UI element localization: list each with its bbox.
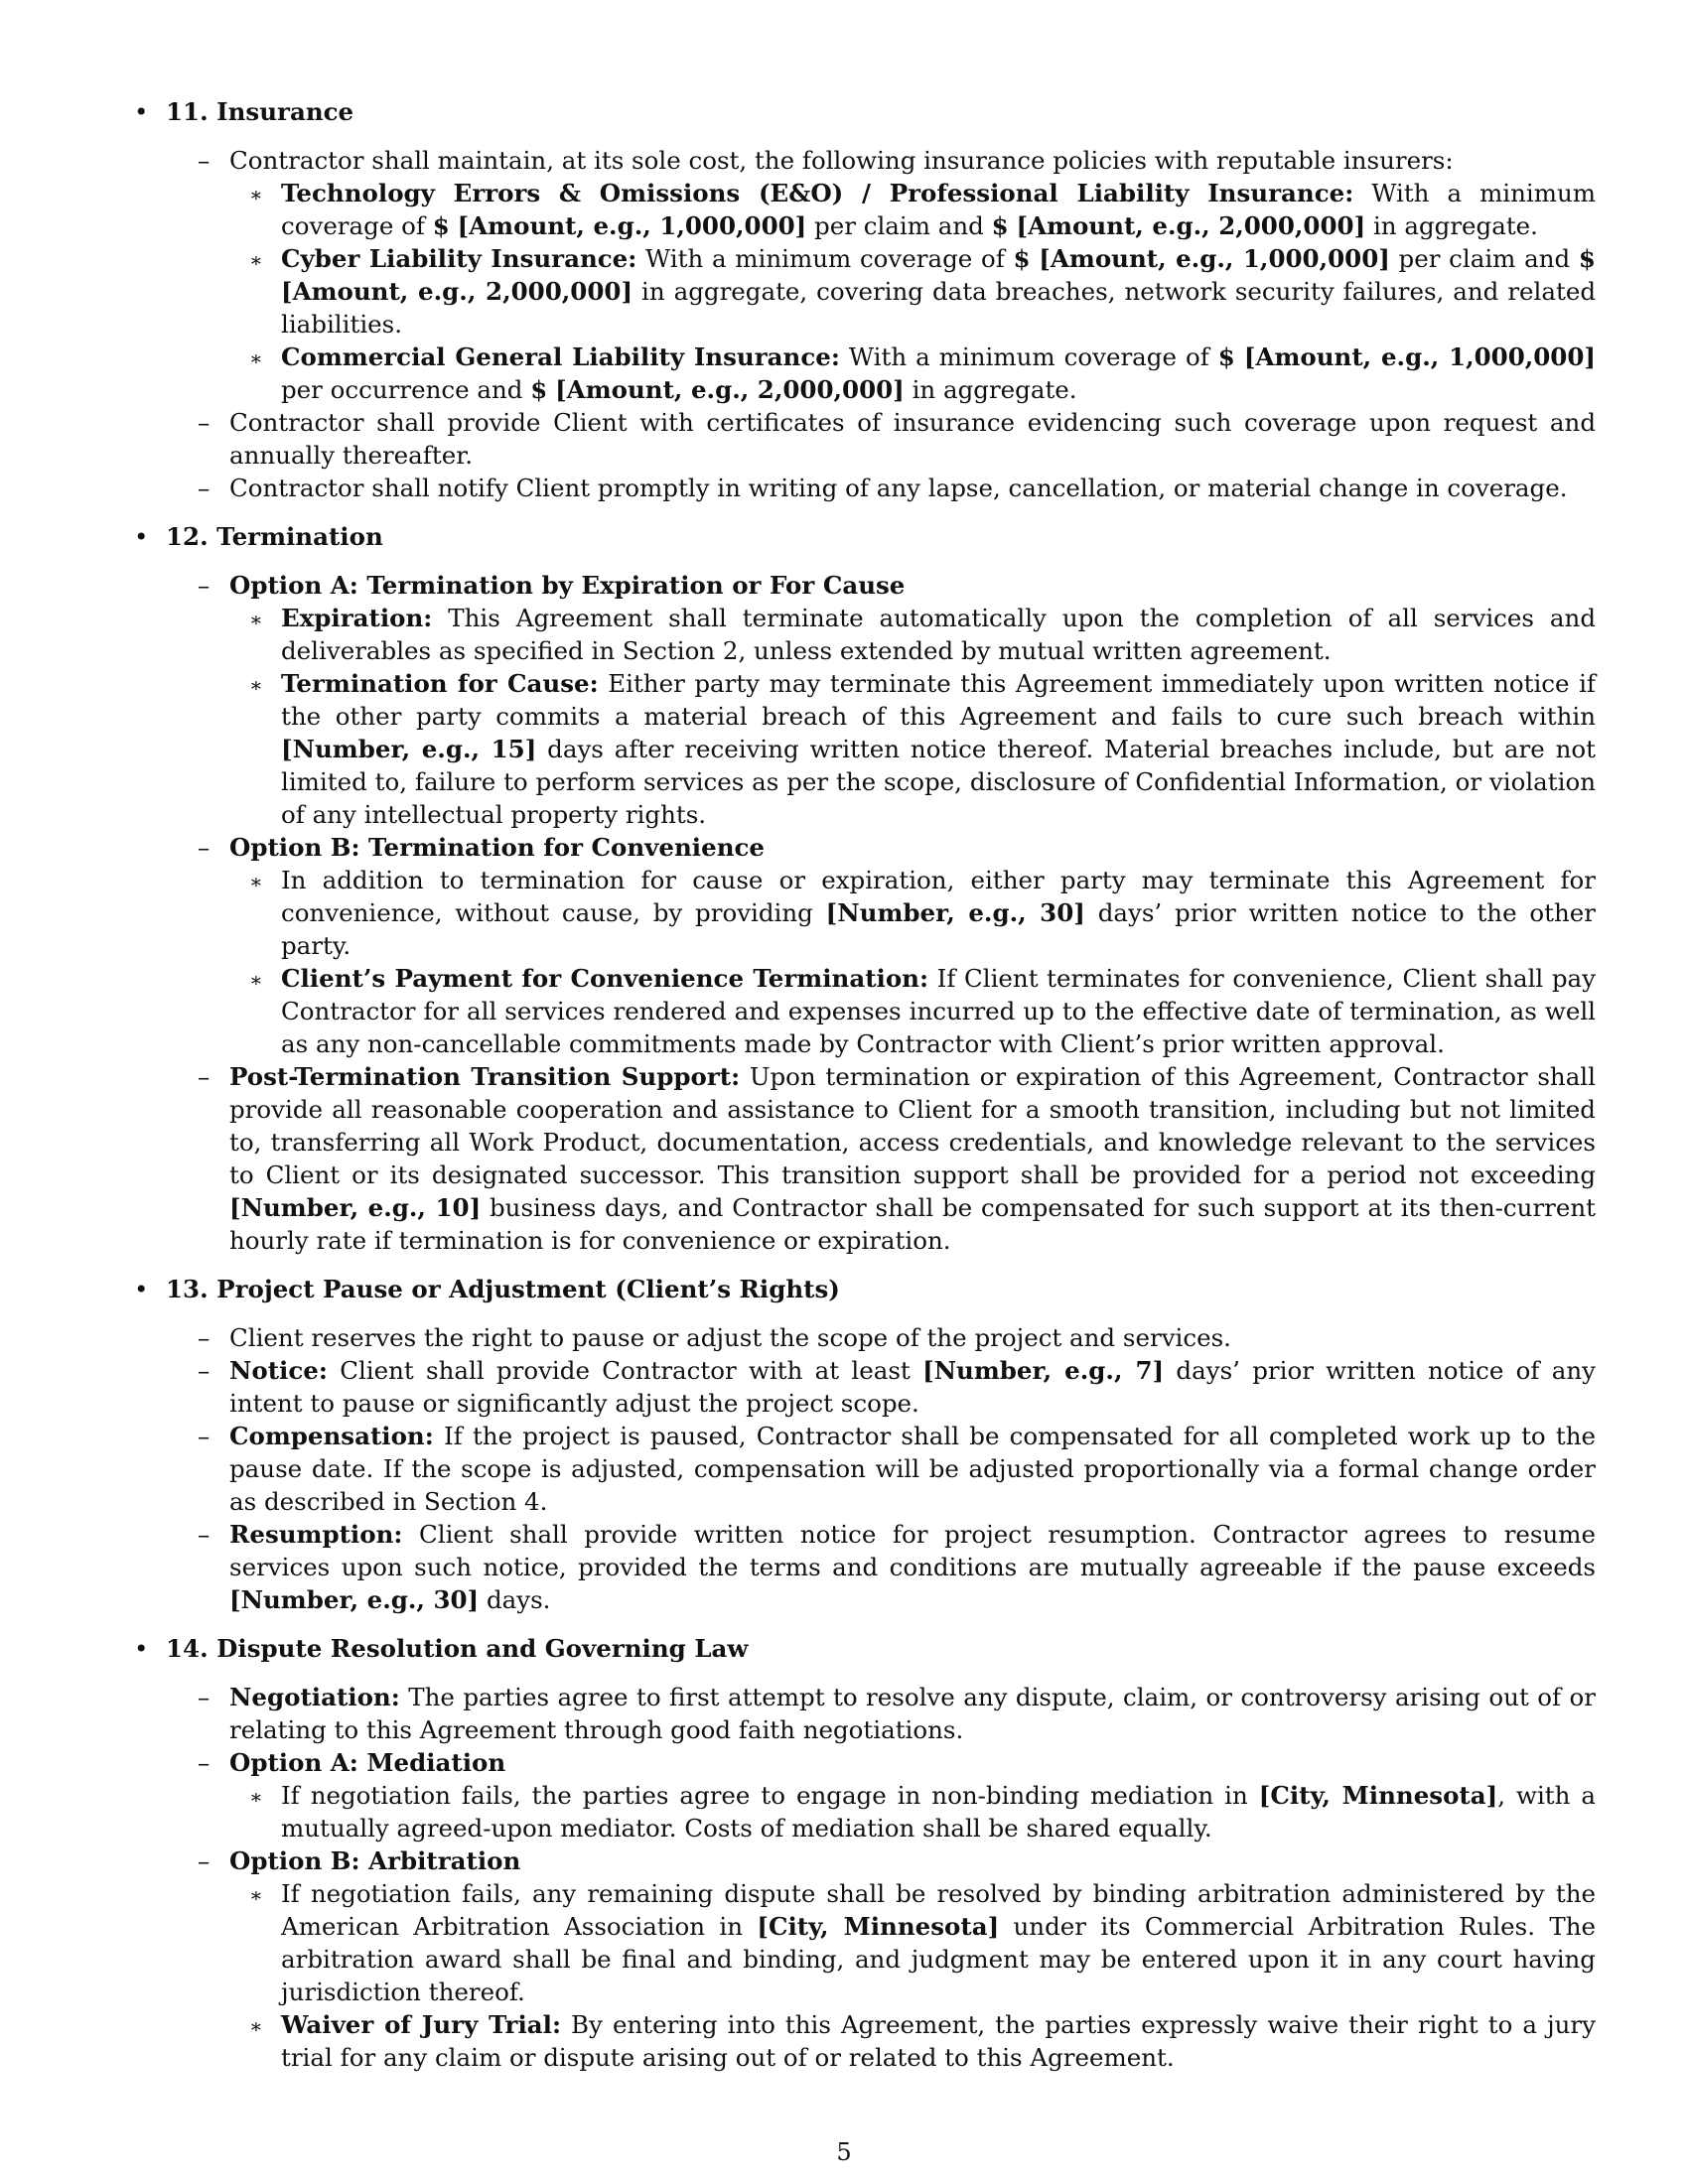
section-13-project-pause bbox=[134, 1273, 1596, 1616]
subsection-heading: – Option B: Arbitration bbox=[198, 1846, 521, 1875]
list-item: – Negotiation: The parties agree to first attempt to resolve any dispute, claim, or controversy arising out of or relating to this Agreement through good faith negotiations. bbox=[198, 1683, 1596, 1744]
list-item: – Compensation: If the project is paused, Contractor shall be compensated for all completed work up to the pause date. If the scope is adjusted, compensation will be adjusted proportionally via a formal change order as described in Section 4. bbox=[198, 1422, 1596, 1516]
document-body bbox=[134, 95, 1596, 2090]
subsection-heading: – Option A: Termination by Expiration or For Cause bbox=[198, 571, 906, 600]
section-12-termination bbox=[134, 520, 1596, 1257]
list-item: ∗ If negotiation fails, the parties agree to engage in non-binding mediation in [City, Minnesota], with a mutually agreed-upon mediator. Costs of mediation shall be shared equally. bbox=[249, 1781, 1596, 1843]
section-heading: • 13. Project Pause or Adjustment (Client’s Rights) bbox=[134, 1275, 840, 1303]
list-item: – Contractor shall provide Client with certificates of insurance evidencing such coverage upon request and annually thereafter. bbox=[198, 408, 1596, 470]
list-item: ∗ Technology Errors & Omissions (E&O) / Professional Liability Insurance: With a minimum coverage of $ [Amount, e.g., 1,000,000] per claim and $ [Amount, e.g., 2,000,000] in aggregate. bbox=[249, 179, 1596, 240]
list-item: – Contractor shall maintain, at its sole cost, the following insurance policies with reputable insurers: bbox=[198, 146, 1454, 175]
list-item: ∗ In addition to termination for cause or expiration, either party may terminate this Agreement for convenience, without cause, by providing [Number, e.g., 30] days’ prior written notice to the other party. bbox=[249, 866, 1596, 960]
section-title: 13. Project Pause or Adjustment (Client’s Rights) bbox=[166, 1275, 840, 1303]
list-item: ∗ Termination for Cause: Either party may terminate this Agreement immediately upon written notice if the other party commits a material breach of this Agreement and fails to cure such breach within [Number, e.g., 15] days after receiving written notice thereof. Material breaches include, but are not limited to, failure to perform services as per the scope, disclosure of Confidential Information, or violation of any intellectual property rights. bbox=[249, 669, 1596, 829]
list-item: ∗ Expiration: This Agreement shall terminate automatically upon the completion of all services and deliverables as specified in Section 2, unless extended by mutual written agreement. bbox=[249, 604, 1596, 665]
list-item: ∗ Client’s Payment for Convenience Termination: If Client terminates for convenience, Client shall pay Contractor for all services rendered and expenses incurred up to the effective date of termination, as well as any non-cancellable commitments made by Contractor with Client’s prior written approval. bbox=[249, 964, 1596, 1058]
list-item: ∗ Commercial General Liability Insurance: With a minimum coverage of $ [Amount, e.g., 1,000,000] per occurrence and $ [Amount, e.g., 2,000,000] in aggregate. bbox=[249, 342, 1596, 404]
page-number: 5 bbox=[836, 2138, 852, 2166]
list-item: – Client reserves the right to pause or adjust the scope of the project and services. bbox=[198, 1323, 1231, 1352]
section-11-insurance bbox=[134, 95, 1596, 504]
subsection-heading: – Option B: Termination for Convenience bbox=[198, 833, 766, 862]
list-item: – Post-Termination Transition Support: Upon termination or expiration of this Agreement, Contractor shall provide all reasonable cooperation and assistance to Client for a smooth transition, including but not limited to, transferring all Work Product, documentation, access credentials, and knowledge relevant to the services to Client or its designated successor. This transition support shall be provided for a period not exceeding [Number, e.g., 10] business days, and Contractor shall be compensated for such support at its then-current hourly rate if termination is for convenience or expiration. bbox=[198, 1062, 1596, 1255]
section-heading: • 11. Insurance bbox=[134, 97, 354, 126]
list-item: ∗ Cyber Liability Insurance: With a minimum coverage of $ [Amount, e.g., 1,000,000] per claim and $ [Amount, e.g., 2,000,000] in aggregate, covering data breaches, network security failures, and related liabilities. bbox=[249, 244, 1596, 339]
section-title: 12. Termination bbox=[166, 522, 383, 551]
section-title: 14. Dispute Resolution and Governing Law bbox=[166, 1634, 749, 1663]
list-item: – Contractor shall notify Client promptly in writing of any lapse, cancellation, or material change in coverage. bbox=[198, 474, 1568, 502]
list-item: ∗ Waiver of Jury Trial: By entering into this Agreement, the parties expressly waive their right to a jury trial for any claim or dispute arising out of or related to this Agreement. bbox=[249, 2010, 1596, 2072]
list-item: – Resumption: Client shall provide written notice for project resumption. Contractor agrees to resume services upon such notice, provided the terms and conditions are mutually agreeable if the pause exceeds [Number, e.g., 30] days. bbox=[198, 1520, 1596, 1614]
section-14-dispute-resolution bbox=[134, 1632, 1596, 2074]
section-title: 11. Insurance bbox=[166, 97, 354, 126]
list-item: ∗ If negotiation fails, any remaining dispute shall be resolved by binding arbitration administered by the American Arbitration Association in [City, Minnesota] under its Commercial Arbitration Rules. The arbitration award shall be final and binding, and judgment may be entered upon it in any court having jurisdiction thereof. bbox=[249, 1879, 1596, 2006]
list-item: – Notice: Client shall provide Contractor with at least [Number, e.g., 7] days’ prior written notice of any intent to pause or significantly adjust the project scope. bbox=[198, 1356, 1596, 1418]
section-heading: • 14. Dispute Resolution and Governing Law bbox=[134, 1634, 749, 1663]
section-heading: • 12. Termination bbox=[134, 522, 383, 551]
subsection-heading: – Option A: Mediation bbox=[198, 1748, 506, 1777]
